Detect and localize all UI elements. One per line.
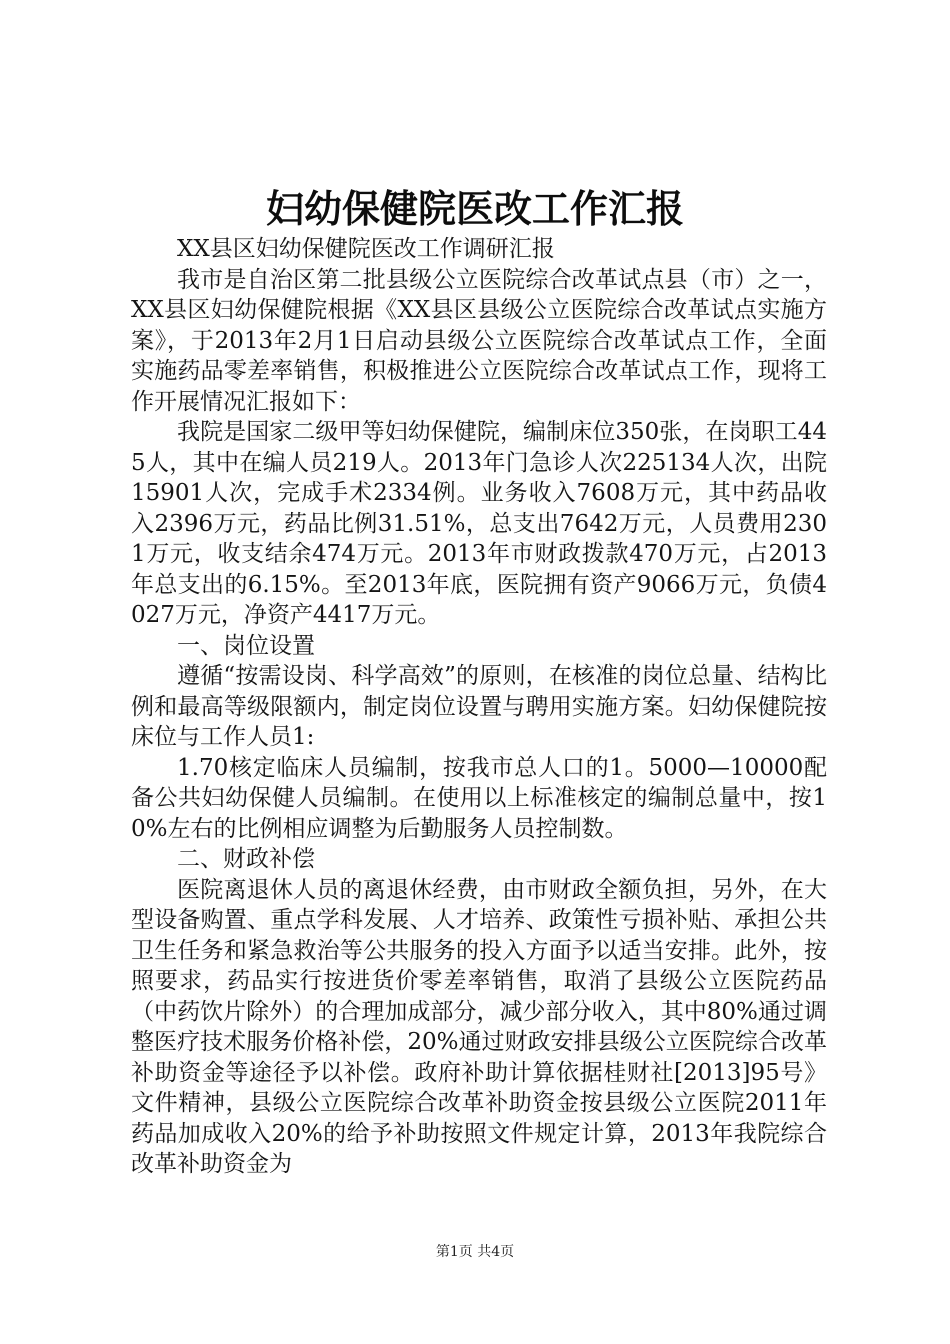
paragraph-hospital-overview: 我院是国家二级甲等妇幼保健院，编制床位350张，在岗职工445人，其中在编人员219人。2013年门急诊人次225134人次，出院15901人次，完成手术2334例。业务收入7608万元，其中药品收入2396万元，药品比例31.51%，总支出7642万元，人员费用2301万元，收支结余474万元。2013年市财政拨款470万元，占2013年总支出的6.15%。至2013年底，医院拥有资产9066万元，负债4027万元，净资产4417万元。 bbox=[131, 419, 827, 628]
paragraph-staffing: 1.70核定临床人员编制，按我市总人口的1。5000—10000配备公共妇幼保健人员编制。在使用以上标准核定的编制总量中，按10%左右的比例相应调整为后勤服务人员控制数。 bbox=[131, 754, 827, 842]
document-body bbox=[131, 234, 827, 1180]
paragraph-finance: 医院离退休人员的离退休经费，由市财政全额负担，另外，在大型设备购置、重点学科发展、人才培养、政策性亏损补贴、承担公共卫生任务和紧急救治等公共服务的投入方面予以适当安排。此外，按照要求，药品实行按进货价零差率销售，取消了县级公立医院药品（中药饮片除外）的合理加成部分，减少部分收入，其中80%通过调整医疗技术服务价格补偿，20%通过财政安排县级公立医院综合改革补助资金等途径予以补偿。政府补助计算依据桂财社[2013]95号》文件精神，县级公立医院综合改革补助资金按县级公立医院2011年药品加成收入20%的给予补助按照文件规定计算，2013年我院综合改革补助资金为 bbox=[131, 876, 827, 1177]
paragraph-intro: 我市是自治区第二批县级公立医院综合改革试点县（市）之一，XX县区妇幼保健院根据《XX县区县级公立医院综合改革试点实施方案》，于2013年2月1日启动县级公立医院综合改革试点工作，全面实施药品零差率销售，积极推进公立医院综合改革试点工作，现将工作开展情况汇报如下： bbox=[131, 266, 827, 415]
section-heading-posts: 一、岗位设置 bbox=[177, 632, 315, 659]
paragraph-posts: 遵循“按需设岗、科学高效”的原则，在核准的岗位总量、结构比例和最高等级限额内，制定岗位设置与聘用实施方案。妇幼保健院按床位与工作人员1: bbox=[131, 663, 827, 750]
paragraph-subtitle: XX县区妇幼保健院医改工作调研汇报 bbox=[177, 236, 555, 262]
section-heading-finance: 二、财政补偿 bbox=[177, 846, 315, 872]
document-title: 妇幼保健院医改工作汇报 bbox=[265, 186, 684, 231]
page-number-footer: 第1页 共4页 bbox=[435, 1244, 515, 1260]
